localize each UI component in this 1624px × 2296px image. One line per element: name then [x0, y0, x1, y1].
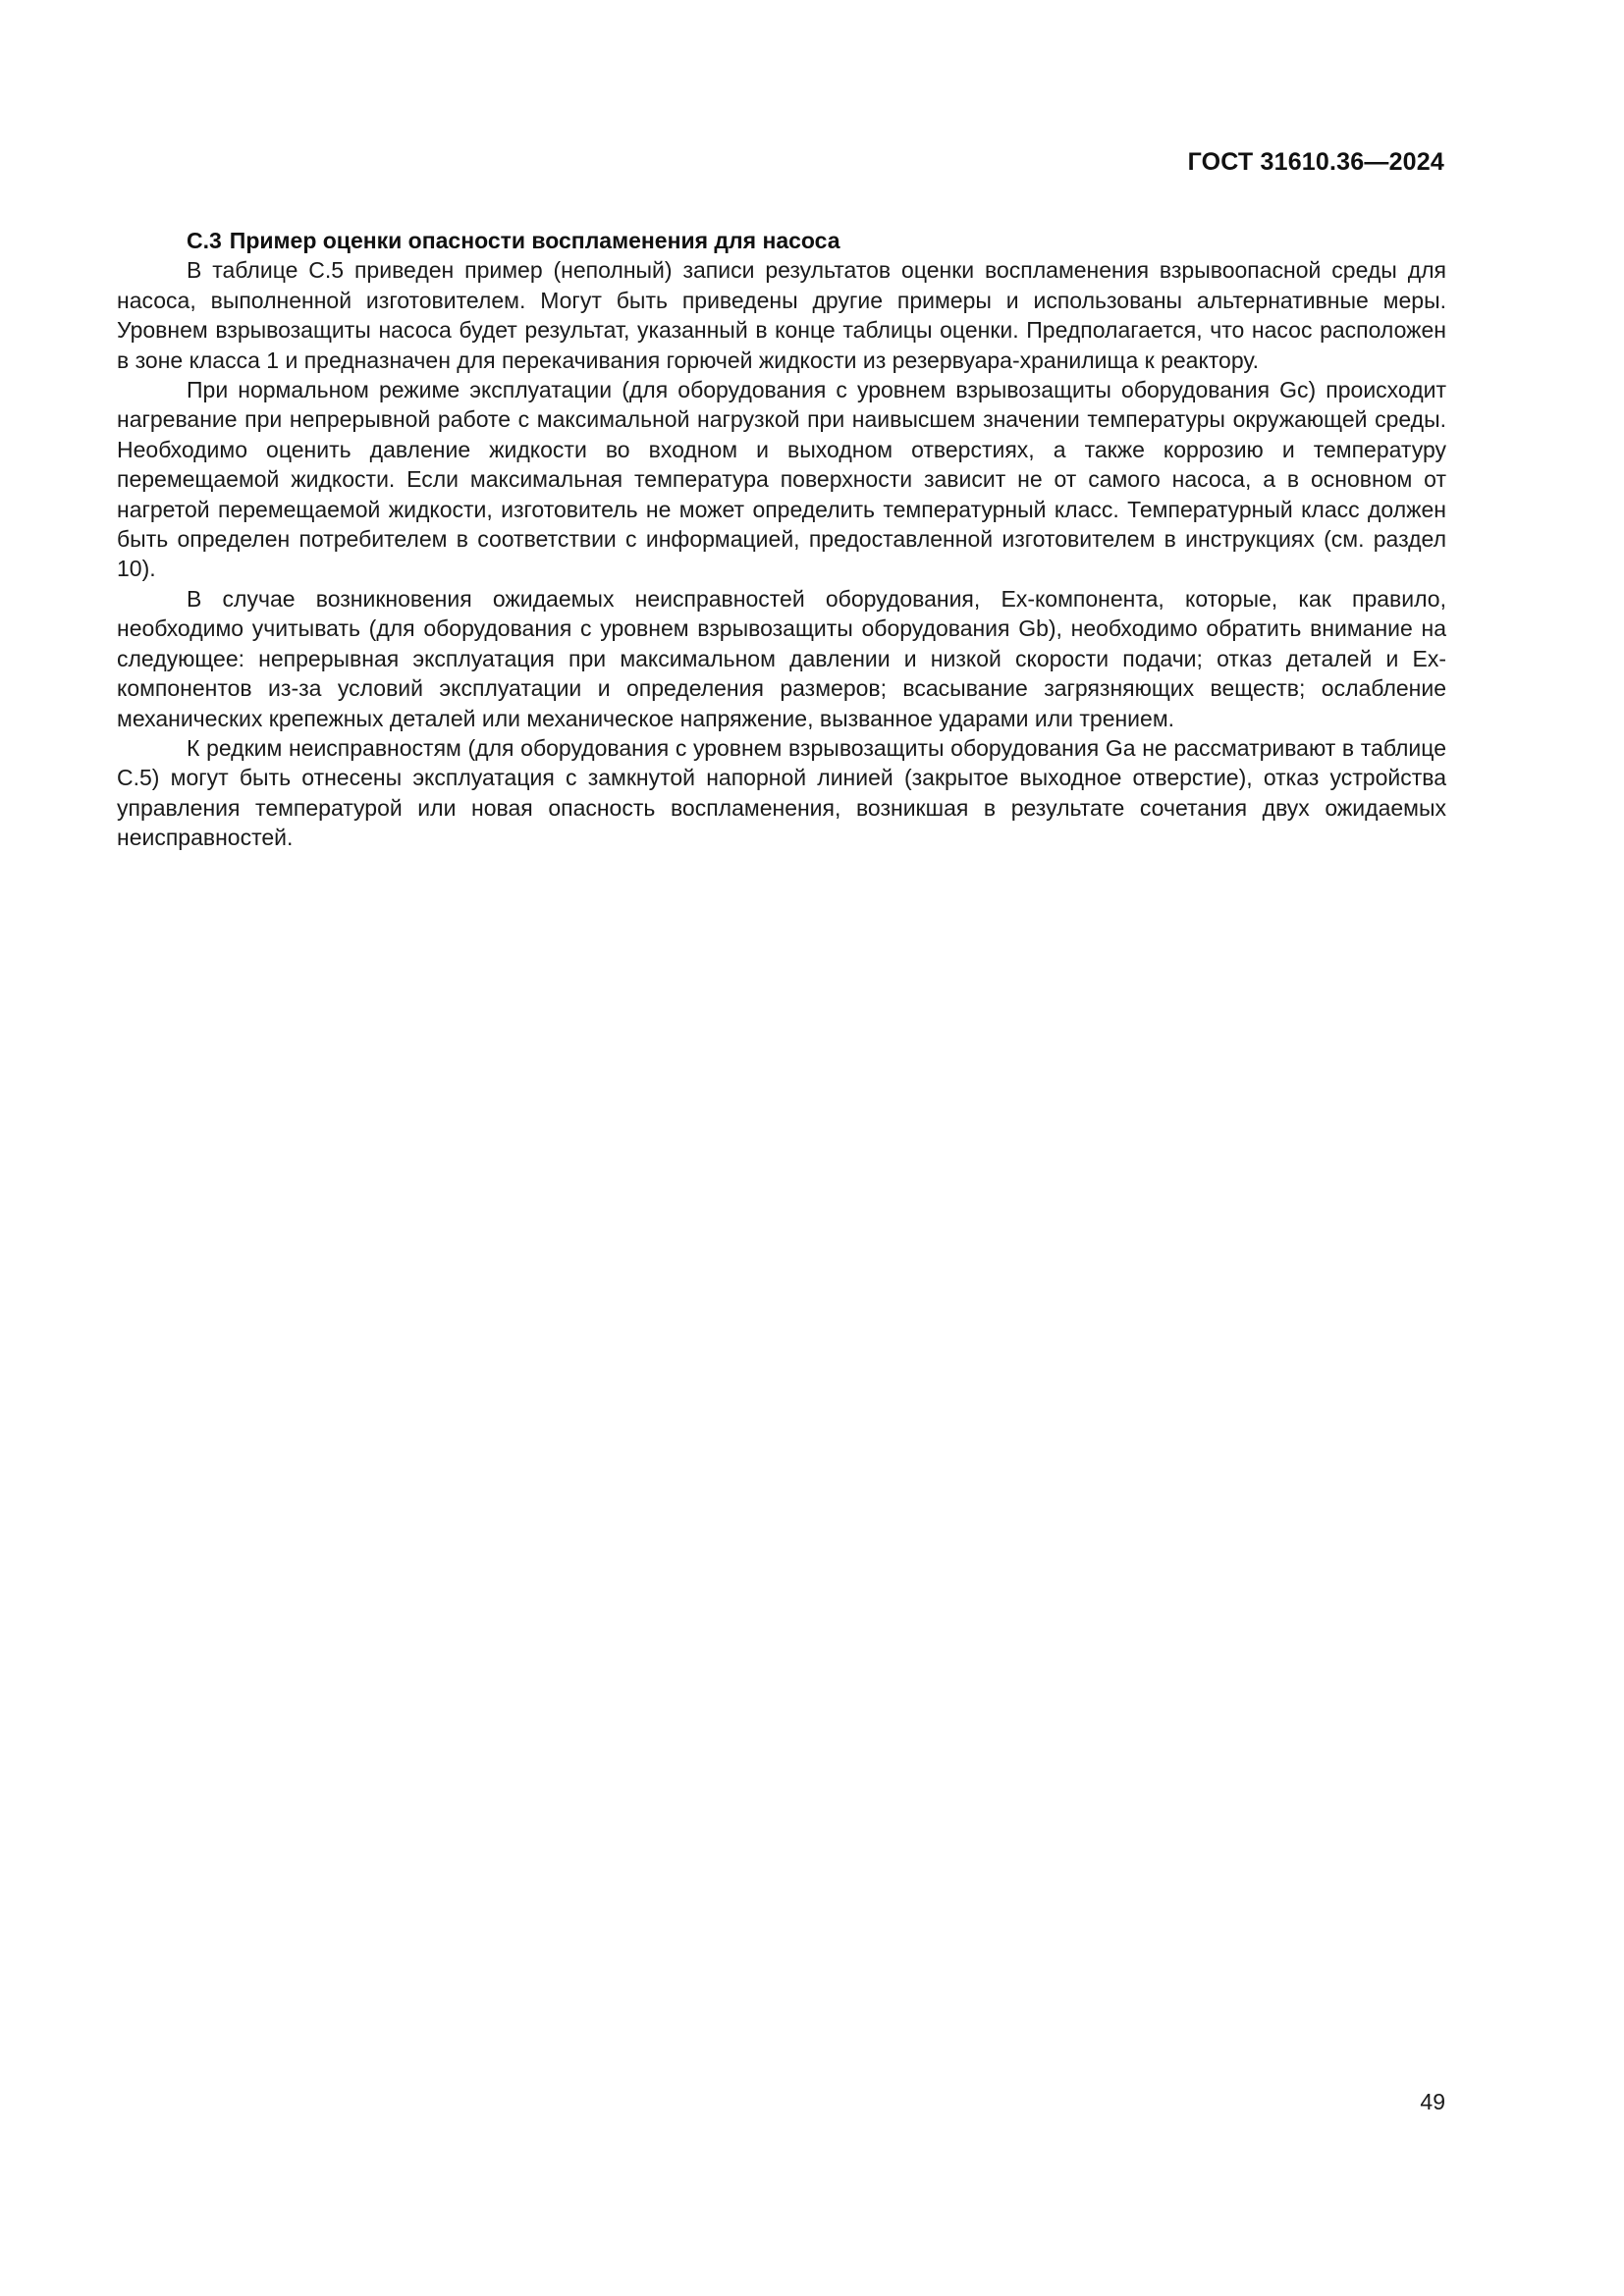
paragraph-expected-malfunctions: В случае возникновения ожидаемых неисправностей оборудования, Ex-компонента, которые, как правило, необходимо учитывать (для оборудования с уровнем взрывозащиты оборудования Gb), необходимо обратить внимание на следующее: непрерывная эксплуатация при максимальном давлении и низкой скорости подачи; отказ деталей и Ex-компонентов из-за условий эксплуатации и определения размеров; всасывание загрязняющих веществ; ослабление механических крепежных деталей или механическое напряжение, вызванное ударами или трением. [117, 585, 1446, 731]
page-number: 49 [1420, 2089, 1445, 2114]
section-title: Пример оценки опасности воспламенения для насоса [229, 228, 840, 253]
document-header-code: ГОСТ 31610.36—2024 [1187, 148, 1444, 176]
section-number: С.3 [187, 228, 222, 253]
paragraph-normal-operation: При нормальном режиме эксплуатации (для оборудования с уровнем взрывозащиты оборудования Gc) происходит нагревание при непрерывной работе с максимальной нагрузкой при наивысшем значении температуры окружающей среды. Необходимо оценить давление жидкости во входном и выходном отверстиях, а также коррозию и температуру перемещаемой жидкости. Если максимальная температура поверхности зависит не от самого насоса, а в основном от нагретой перемещаемой жидкости, изготовитель не может определить температурный класс. Температурный класс должен быть определен потребителем в соответствии с информацией, предоставленной изготовителем в инструкциях (см. раздел 10). [117, 377, 1446, 582]
page-content [117, 226, 1446, 853]
paragraph-rare-malfunctions: К редким неисправностям (для оборудования с уровнем взрывозащиты оборудования Ga не рассматривают в таблице С.5) могут быть отнесены эксплуатация с замкнутой напорной линией (закрытое выходное отверстие), отказ устройства управления температурой или новая опасность воспламенения, возникшая в результате сочетания двух ожидаемых неисправностей. [117, 734, 1446, 851]
section-heading [117, 226, 1446, 255]
paragraph-intro: В таблице С.5 приведен пример (неполный) записи результатов оценки воспламенения взрывоопасной среды для насоса, выполненной изготовителем. Могут быть приведены другие примеры и использованы альтернативные меры. Уровнем взрывозащиты насоса будет результат, указанный в конце таблицы оценки. Предполагается, что насос расположен в зоне класса 1 и предназначен для перекачивания горючей жидкости из резервуара-хранилища к реактору. [117, 257, 1446, 373]
